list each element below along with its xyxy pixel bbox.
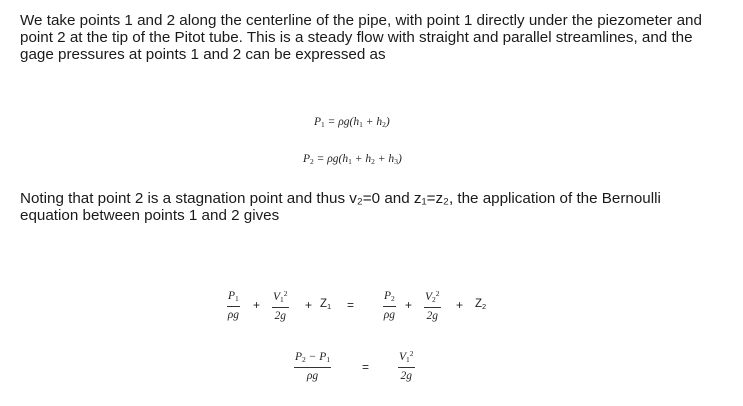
plus-sign: + xyxy=(253,298,261,312)
equals-sign: = xyxy=(362,360,370,374)
plus-sign: + xyxy=(305,298,313,312)
equation-p2: $P_2 = \rho g(h_1 + h_2 + h_3)$ xyxy=(303,153,402,166)
intro-paragraph: We take points 1 and 2 along the centerline of the pipe, with point 1 directly under the piezometer and point 2 at the tip of the Pitot tube. This is a steady flow with straight and parallel streamlines, and the gage pressures at points 1 and 2 can be expressed as xyxy=(20,12,702,63)
fraction-v1sq-over-2g: $\frac{V_1^2}{2g}$ xyxy=(273,289,288,322)
plus-sign: + xyxy=(456,298,464,312)
equation-p1: $P_1 = \rho g(h_1 + h_2)$ xyxy=(314,116,390,129)
fraction-p2-over-rhog: $\frac{P_2}{\rho g}$ xyxy=(383,290,396,321)
plus-sign: + xyxy=(405,298,413,312)
fraction-pressure-difference: $\frac{P_2 - P_1}{\rho g}$ xyxy=(295,351,331,382)
z1-term: $Z_1$ xyxy=(320,298,332,311)
fraction-p1-over-rhog: $\frac{P_1}{\rho g}$ xyxy=(227,290,240,321)
stagnation-paragraph: Noting that point 2 is a stagnation point and thus v₂=0 and z₁=z₂, the application of the Bernoulli equation between points 1 and 2 gives xyxy=(20,190,661,224)
z2-term: $Z_2$ xyxy=(475,298,487,311)
fraction-v1sq-over-2g: $\frac{V_1^2}{2g}$ xyxy=(399,349,414,382)
fraction-v2sq-over-2g: $\frac{V_2^2}{2g}$ xyxy=(425,289,440,322)
equals-sign: = xyxy=(347,298,355,312)
